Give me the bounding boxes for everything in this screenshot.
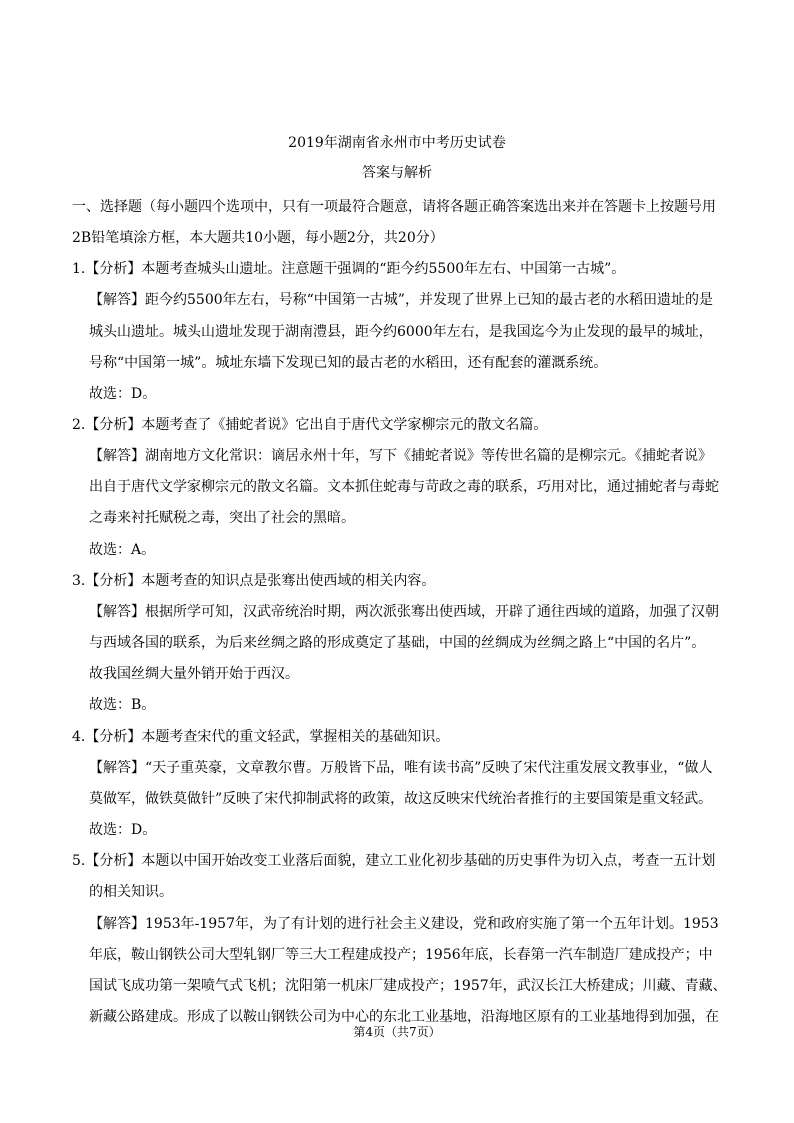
q5-answer-line-1: 【解答】1953年-1957年，为了有计划的进行社会主义建设，党和政府实施了第一个五年计划。1953 (89, 916, 719, 932)
section-heading-line-1: 一、选择题（每小题四个选项中，只有一项最符合题意，请将各题正确答案选出来并在答题卡上按题号用 (72, 199, 716, 215)
q3-choice: 故选：B。 (89, 697, 156, 713)
section-heading-line-2: 2B铅笔填涂方框，本大题共10小题，每小题2分，共20分） (72, 230, 444, 246)
page-title: 2019年湖南省永州市中考历史试卷 (288, 135, 506, 151)
q3-answer-line-3: 故我国丝绸大量外销开始于西汉。 (89, 666, 299, 682)
q3-answer-line-2: 与西域各国的联系，为后来丝绸之路的形成奠定了基础，中国的丝绸成为丝绸之路上“中国的名片”。 (89, 635, 706, 651)
q5-answer-line-2: 年底，鞍山钢铁公司大型轧钢厂等三大工程建成投产；1956年底，长春第一汽车制造厂建成投产；中 (89, 947, 713, 963)
q1-answer-line-1: 【解答】距今约5500年左右，号称“中国第一古城”，并发现了世界上已知的最古老的水稻田遗址的是 (89, 292, 713, 308)
q1-answer-line-3: 号称“中国第一城”。城址东墙下发现已知的最古老的水稻田，还有配套的灌溉系统。 (89, 355, 608, 371)
q2-analysis: 2.【分析】本题考查了《捕蛇者说》它出自于唐代文学家柳宗元的散文名篇。 (72, 417, 548, 433)
q2-answer-line-3: 之毒来衬托赋税之毒，突出了社会的黑暗。 (89, 510, 355, 526)
q2-answer-line-1: 【解答】湖南地方文化常识：谪居永州十年，写下《捕蛇者说》等传世名篇的是柳宗元。《捕蛇者说》 (89, 448, 712, 464)
q5-answer-line-3: 国试飞成功第一架喷气式飞机；沈阳第一机床厂建成投产；1957年，武汉长江大桥建成；川藏、青藏、 (89, 978, 727, 994)
q4-analysis: 4.【分析】本题考查宋代的重文轻武，掌握相关的基础知识。 (72, 729, 450, 745)
q5-analysis-line-1: 5.【分析】本题以中国开始改变工业落后面貌，建立工业化初步基础的历史事件为切入点，考查一五计划 (72, 853, 716, 869)
page-footer: 第4页（共7页） (353, 1025, 441, 1039)
q5-analysis-line-2: 的相关知识。 (89, 884, 173, 900)
q5-answer-line-4: 新藏公路建成。形成了以鞍山钢铁公司为中心的东北工业基地，沿海地区原有的工业基地得到加强，在 (89, 1009, 719, 1025)
q4-choice: 故选：D。 (89, 822, 157, 838)
q3-analysis: 3.【分析】本题考查的知识点是张骞出使西域的相关内容。 (72, 573, 436, 589)
q1-answer-line-2: 城头山遗址。城头山遗址发现于湖南澧县，距今约6000年左右，是我国迄今为止发现的最早的城址， (89, 324, 713, 340)
q1-analysis: 1.【分析】本题考查城头山遗址。注意题干强调的“距今约5500年左右、中国第一古城”。 (72, 261, 626, 277)
q2-choice: 故选：A。 (89, 542, 156, 558)
q2-answer-line-2: 出自于唐代文学家柳宗元的散文名篇。文本抓住蛇毒与苛政之毒的联系，巧用对比，通过捕蛇者与毒蛇 (89, 479, 719, 495)
q3-answer-line-1: 【解答】根据所学可知，汉武帝统治时期，两次派张骞出使西域，开辟了通往西域的道路，加强了汉朝 (89, 604, 719, 620)
q4-answer-line-2: 莫做军，做铁莫做针”反映了宋代抑制武将的政策，故这反映宋代统治者推行的主要国策是重文轻武。 (89, 791, 713, 807)
page-subtitle: 答案与解析 (362, 165, 432, 181)
q4-answer-line-1: 【解答】“天子重英豪，文章教尔曹。万般皆下品，唯有读书高”反映了宋代注重发展文教事业，“做人 (89, 760, 713, 776)
q1-choice: 故选：D。 (89, 386, 157, 402)
